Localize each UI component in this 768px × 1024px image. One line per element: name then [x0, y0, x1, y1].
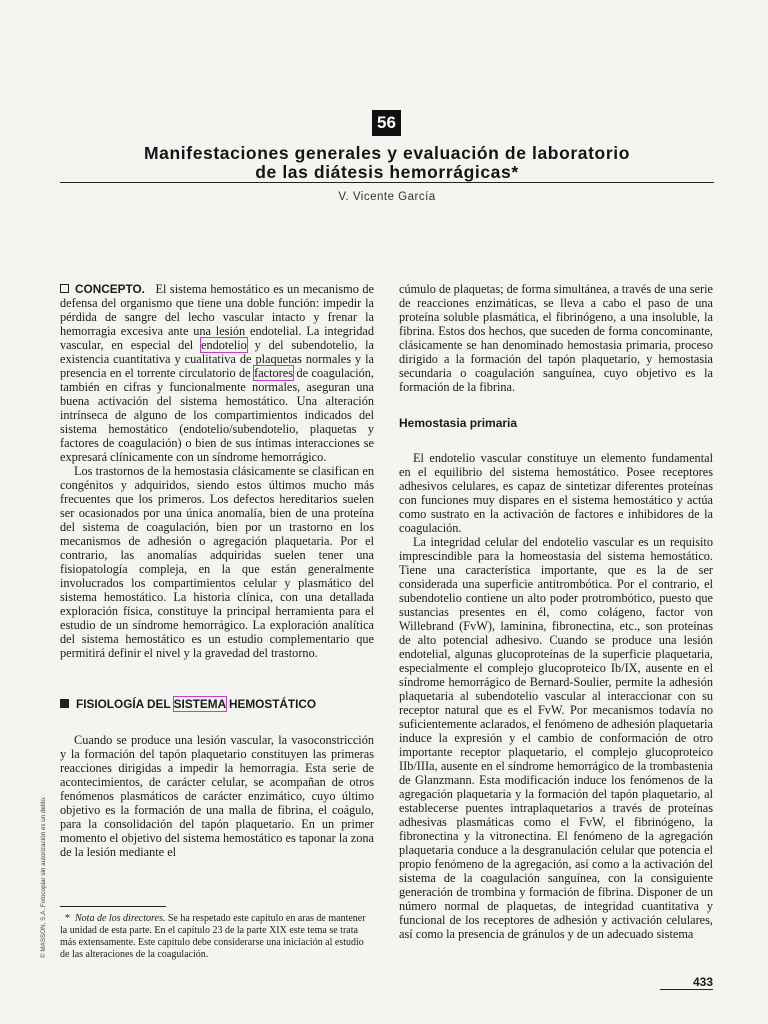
chapter-title-line1: Manifestaciones generales y evaluación de laboratorio	[144, 143, 630, 163]
filled-square-icon	[60, 699, 69, 708]
chapter-title-line2: de las diátesis hemorrágicas*	[255, 162, 519, 182]
lesion-vascular-paragraph: Cuando se produce una lesión vascular, la vasoconstricción y la formación del tapón plaquetario constituyen las primeras reacciones dirigidas a impedir la hemorragia. Esta serie de acontecimientos, de carácter celular, se acompañan de otros fenómenos plasmáticos de carácter enzimático, cuyo último objetivo es la formación de una malla de fibrina, el coágulo, para la consolidación del tapón plaquetario. En un primer momento el objetivo del sistema hemostático es taponar la zona de la lesión mediante el	[60, 733, 374, 859]
chapter-author: V. Vicente García	[338, 191, 436, 203]
copyright-notice: © MASSON, S.A. Fotocopiar sin autorización es un delito.	[40, 796, 47, 958]
highlight-factores: factores	[254, 366, 294, 380]
page-number: 433	[692, 975, 713, 989]
highlight-endotelio: endotelio	[201, 338, 247, 352]
empty-square-icon	[60, 284, 69, 293]
left-column	[60, 282, 374, 859]
fisiologia-heading: FISIOLOGÍA DEL SISTEMA HEMOSTÁTICO	[60, 697, 374, 711]
continuation-paragraph: cúmulo de plaquetas; de forma simultánea, a través de una serie de reacciones enzimáticas, se lleva a cabo el paso de una proteína soluble plasmática, el fibrinógeno, a una insoluble, la fibrina. Estos dos hechos, que suceden de forma concominante, clásicamente se han denominado hemostasia primaria, proceso dirigido a la formación del tapón plaquetario, y hemostasia secundaria o coagulación sanguínea, cuyo objetivo es la formación de la fibrina.	[399, 282, 713, 394]
chapter-title	[60, 144, 714, 182]
directors-footnote: * Nota de los directores. Se ha respetado este capítulo en aras de mantener la unidad de esta parte. En el capítulo 23 de la parte XIX este tema se trata más extensamente. Este capítulo debe considerarse una iniciación al estudio de las alteraciones de la coagulación.	[60, 913, 366, 960]
chapter-number-badge: 56	[372, 110, 401, 136]
concepto-paragraph: CONCEPTO. El sistema hemostático es un mecanismo de defensa del organismo que tiene una doble función: impedir la pérdida de sangre del lecho vascular intacto y frenar la hemorragia excesiva ante una lesión endotelial. La integridad vascular, en especial del endotelio y del subendotelio, la existencia cuantitativa y cualitativa de plaquetas normales y la presencia en el torrente circulatorio de factores de coagulación, también en cifras y funcionalmente normales, aseguran una buena activación del sistema hemostático. Una alteración intrínseca de alguno de los compartimientos indicados del sistema hemostático (endotelio/subendotelio, plaquetas y factores de coagulación) o bien de sus íntimas interacciones se expresará clínicamente con un síndrome hemorrágico.	[60, 282, 375, 464]
footnote-divider	[60, 906, 166, 907]
trastornos-paragraph: Los trastornos de la hemostasia clásicamente se clasifican en congénitos y adquiridos, siendo estos últimos mucho más frecuentes que los primeros. Los defectos hereditarios suelen ser ocasionados por una única anomalía, bien de una proteína del sistema de coagulación, bien por un trastorno en los mecanismos de adhesión o agregación plaquetaria. Por el contrario, las anomalías adquiridas suelen tener una fisiopatología compleja, en la que están generalmente involucrados los compartimientos celular y plasmático del sistema hemostático. La historia clínica, con una detallada exploración física, constituye la principal herramienta para el estudio de un síndrome hemorrágico. La exploración analítica del sistema hemostático es un estudio complementario que permitirá definir el nivel y la gravedad del trastorno.	[60, 464, 374, 660]
highlight-sistema: SISTEMA	[173, 697, 226, 711]
page-number-underline	[660, 989, 713, 990]
concepto-heading: CONCEPTO.	[60, 282, 145, 296]
right-column	[399, 282, 713, 941]
integridad-paragraph: La integridad celular del endotelio vascular es un requisito imprescindible para la homeostasia del sistema hemostático. Tiene una característica importante, que es la de ser considerada una superficie antitrombótica. Por el contrario, el subendotelio contiene un alto poder protrombótico, puesto que sustancias presentes en él, como colágeno, factor von Willebrand (FvW), laminina, fibronectina, etc., son proteínas de alto potencial adhesivo. Cuando se produce una lesión endotelial, algunas glucoproteínas de la superficie plaquetaria, especialmente el complejo glucoproteico Ib/IX, ausente en el síndrome hemorrágico de Bernard-Soulier, permite la adhesión plaquetaria al subendotelio vascular al interaccionar con su receptor natural que es el FvW. Por mecanismos todavía no suficientemente aclarados, el fenómeno de adhesión plaquetaria induce la expresión y el cambio de conformación de otro importante receptor plaquetario, el complejo glucoproteico IIb/IIIa, ausente en el síndrome hemorrágico de la trombastenia de Glanzmann. Esta modificación induce los fenómenos de la agregación plaquetaria y la formación del tapón plaquetario, al establecerse puentes intraplaquetarios a través de proteínas adhesivas plasmáticas como el FvW, el fibrinógeno, la fibronectina y la vitronectina. El fenómeno de la agregación plaquetaria conduce a la desgranulación celular que potencia el propio fenómeno de la agregación, así como a la activación del sistema de la coagulación sanguínea, con la consiguiente generación de trombina y formación de fibrina. Disponer de un número normal de plaquetas, de integridad cuantitativa y funcional de los receptores de adhesión y activación celulares, así como la presencia de gránulos y de un adecuado sistema	[399, 535, 713, 941]
hemostasia-primaria-heading: Hemostasia primaria	[399, 416, 518, 430]
endotelio-paragraph: El endotelio vascular constituye un elemento fundamental en el equilibrio del sistema hemostático. Posee receptores adhesivos celulares, es capaz de sintetizar diferentes proteínas con funciones muy dispares en el sistema hemostático y actúa como sustrato en la activación de factores e inhibidores de la coagulación.	[399, 451, 713, 535]
title-divider	[60, 182, 714, 183]
